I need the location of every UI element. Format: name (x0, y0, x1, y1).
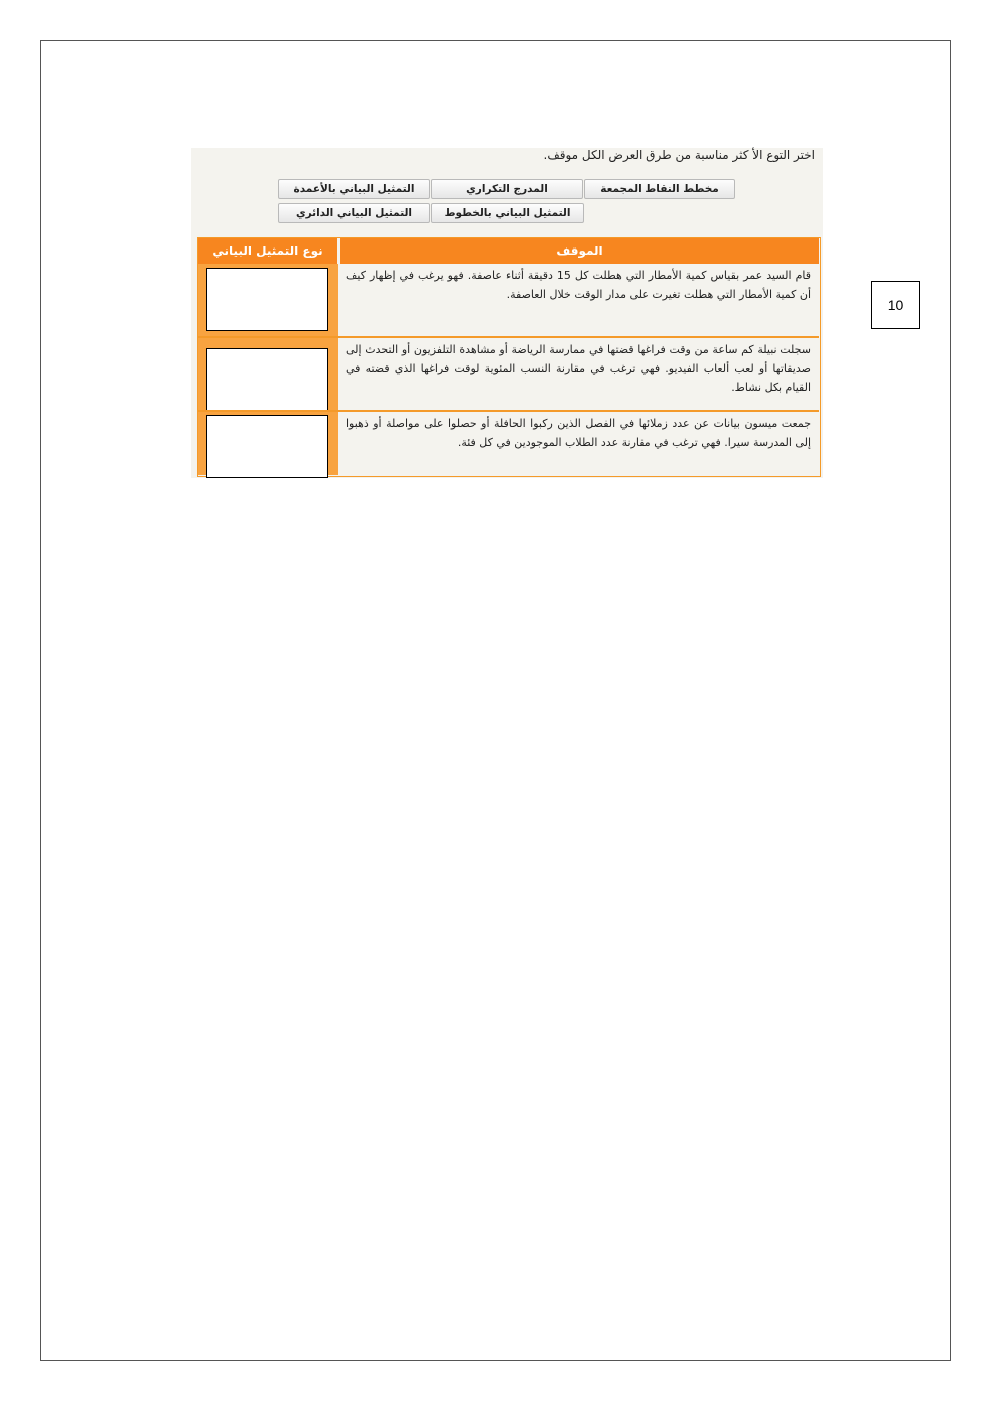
header-graph-type: نوع التمثيل البياني (198, 238, 337, 264)
option-histogram[interactable]: المدرج التكراري (431, 179, 583, 199)
header-situation: الموقف (340, 238, 819, 264)
option-line-graph[interactable]: التمثيل البياني بالخطوط (431, 203, 584, 223)
situation-text-1: قام السيد عمر بقياس كمية الأمطار التي هطلت كل 15 دقيقة أثناء عاصفة. فهو يرغب في إظهار كيف أن كمية الأمطار التي هطلت تغيرت على مدار الوقت خلال العاصفة. (346, 269, 812, 301)
question-number: 10 (871, 281, 920, 329)
answer-box-1[interactable] (206, 268, 328, 331)
situation-text-2: سجلت نبيلة كم ساعة من وقت فراغها قضتها في ممارسة الرياضة أو مشاهدة التلفزيون أو التحدث إلى صديقاتها أو لعب ألعاب الفيديو. فهي ترغب في مقارنة النسب المئوية لوقت فراغها الذي قضته في القيام بكل نشاط. (346, 343, 811, 394)
option-dot-plot[interactable]: مخطط النقاط المجمعة (584, 179, 735, 199)
worksheet (191, 148, 823, 478)
option-bar-graph[interactable]: التمثيل البياني بالأعمدة (278, 179, 430, 199)
option-circle-graph[interactable]: التمثيل البياني الدائري (278, 203, 430, 223)
instruction-text: اختر التوع الأ كثر مناسبة من طرق العرض الكل موقف. (543, 148, 815, 162)
answer-cell (198, 264, 338, 336)
answer-cell (198, 338, 338, 410)
situation-text-3: جمعت ميسون بيانات عن عدد زملائها في الفصل الذين ركبوا الحافلة أو حصلوا على مواصلة أو ذهبوا إلى المدرسة سيرا. فهي ترغب في مقارنة عدد الطلاب الموجودين في كل فئة. (346, 417, 811, 449)
answer-box-3[interactable] (206, 415, 328, 478)
answer-cell (198, 412, 338, 475)
answer-box-2[interactable] (206, 348, 328, 411)
situations-table (197, 237, 821, 477)
